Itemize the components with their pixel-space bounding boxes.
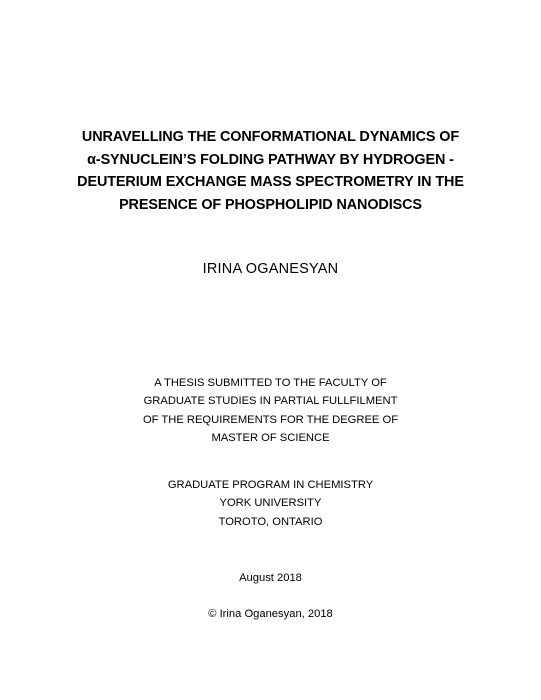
thesis-title-line: UNRAVELLING THE CONFORMATIONAL DYNAMICS OF: [81, 129, 460, 145]
thesis-date: [0, 569, 541, 587]
submission-statement: [0, 374, 541, 448]
author-name: IRINA OGANESYAN: [202, 261, 339, 277]
thesis-title: [0, 126, 541, 217]
copyright-line: © Irina Oganesyan, 2018: [208, 608, 333, 620]
copyright-notice: [0, 605, 541, 623]
date-line: August 2018: [239, 572, 302, 584]
program-line: YORK UNIVERSITY: [219, 497, 322, 510]
program-info: [0, 476, 541, 531]
statement-line: MASTER OF SCIENCE: [211, 432, 330, 445]
statement-line: A THESIS SUBMITTED TO THE FACULTY OF: [154, 377, 387, 389]
program-line: GRADUATE PROGRAM IN CHEMISTRY: [167, 479, 374, 491]
statement-line: OF THE REQUIREMENTS FOR THE DEGREE OF: [142, 413, 399, 426]
thesis-title-line: DEUTERIUM EXCHANGE MASS SPECTROMETRY IN THE: [77, 174, 464, 191]
program-line: TOROTO, ONTARIO: [218, 515, 323, 528]
statement-line: GRADUATE STUDIES IN PARTIAL FULLFILMENT: [143, 395, 398, 408]
thesis-title-line: PRESENCE OF PHOSPHOLIPID NANODISCS: [119, 197, 422, 214]
thesis-title-line: α-SYNUCLEIN’S FOLDING PATHWAY BY HYDROGEN -: [87, 151, 454, 168]
